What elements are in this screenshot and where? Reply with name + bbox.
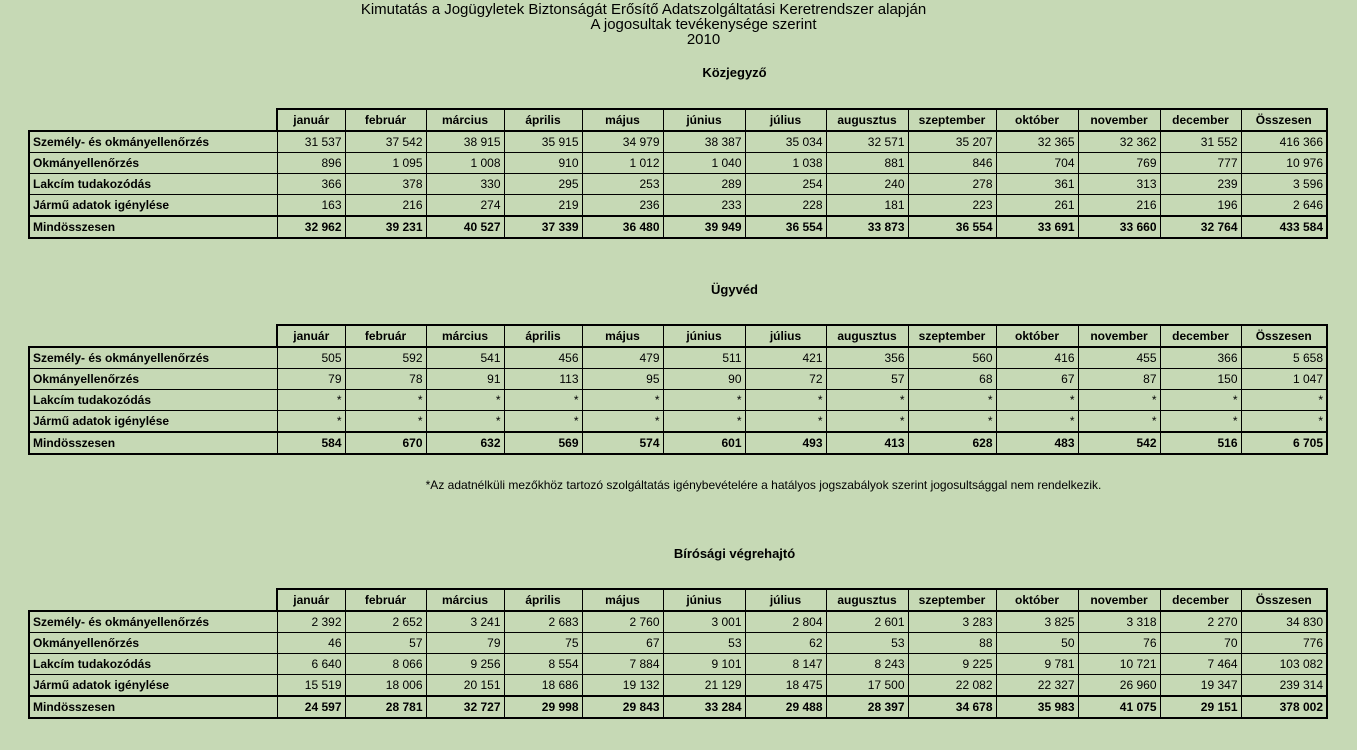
table-cell: 33 284 [663,696,745,718]
table-cell: * [1241,411,1327,433]
table-cell: 330 [426,174,504,195]
table-cell: 19 347 [1160,675,1241,697]
row-label: Mindösszesen [29,216,277,238]
table-cell: 28 781 [345,696,426,718]
table-cell: 881 [826,153,908,174]
table-cell: 2 804 [745,611,826,633]
table-cell: 79 [277,369,345,390]
table-cell: 32 362 [1078,131,1160,153]
row-label: Okmányellenőrzés [29,633,277,654]
table-cell: 1 040 [663,153,745,174]
table-cell: 41 075 [1078,696,1160,718]
table-cell: 26 960 [1078,675,1160,697]
table-cell: 163 [277,195,345,217]
column-header: március [426,589,504,611]
table-cell: * [1241,390,1327,411]
table-cell: * [663,411,745,433]
column-header: december [1160,589,1241,611]
header-row [29,109,1327,131]
column-header: szeptember [908,589,996,611]
table-cell: 366 [277,174,345,195]
table-cell: 15 519 [277,675,345,697]
column-header: április [504,325,582,347]
section-title-kozjegyzo: Közjegyző [702,65,767,80]
table-cell: 416 [996,347,1078,369]
table-cell: * [745,390,826,411]
table-cell: 57 [345,633,426,654]
table-cell: 541 [426,347,504,369]
table-cell: 34 830 [1241,611,1327,633]
report-year: 2010 [686,31,721,48]
row-label: Jármű adatok igénylése [29,195,277,217]
table-cell: 10 721 [1078,654,1160,675]
table-cell: 37 339 [504,216,582,238]
table-cell: 22 082 [908,675,996,697]
row-label: Személy- és okmányellenőrzés [29,347,277,369]
section-title-ugyved: Ügyvéd [711,282,758,297]
table-cell: 196 [1160,195,1241,217]
table-row [29,174,1327,195]
table-cell: 670 [345,432,426,454]
table-cell: 3 318 [1078,611,1160,633]
table-cell: 76 [1078,633,1160,654]
table-cell: 216 [1078,195,1160,217]
row-label: Jármű adatok igénylése [29,411,277,433]
column-header: március [426,109,504,131]
table-cell: 34 678 [908,696,996,718]
table-cell: 33 873 [826,216,908,238]
table-cell: * [345,411,426,433]
table-cell: 1 008 [426,153,504,174]
table-kozjegyzo [28,108,1328,239]
table-cell: 35 207 [908,131,996,153]
table-cell: 39 231 [345,216,426,238]
table-cell: 95 [582,369,663,390]
column-header: Összesen [1241,109,1327,131]
table-cell: * [908,411,996,433]
table-cell: 776 [1241,633,1327,654]
table-cell: 239 314 [1241,675,1327,697]
row-label: Lakcím tudakozódás [29,390,277,411]
table-cell: 70 [1160,633,1241,654]
table-cell: 236 [582,195,663,217]
table-cell: 33 691 [996,216,1078,238]
column-header: július [745,589,826,611]
table-cell: 19 132 [582,675,663,697]
table-cell: 542 [1078,432,1160,454]
table-cell: * [582,390,663,411]
table-cell: 2 601 [826,611,908,633]
table-cell: 53 [826,633,908,654]
table-cell: 9 256 [426,654,504,675]
table-cell: 31 537 [277,131,345,153]
header-row [29,325,1327,347]
column-header: szeptember [908,109,996,131]
header-blank-cell [29,109,277,131]
table-cell: 67 [996,369,1078,390]
table-cell: 90 [663,369,745,390]
table-cell: * [826,411,908,433]
table-cell: 79 [426,633,504,654]
table-cell: 896 [277,153,345,174]
column-header: augusztus [826,325,908,347]
table-cell: 239 [1160,174,1241,195]
table-cell: 253 [582,174,663,195]
column-header: január [277,589,345,611]
report-title-block [0,2,1357,47]
table-cell: * [277,390,345,411]
table-cell: 455 [1078,347,1160,369]
table-cell: 32 764 [1160,216,1241,238]
column-header: február [345,109,426,131]
table-cell: 9 781 [996,654,1078,675]
table-cell: 18 475 [745,675,826,697]
table-cell: 36 554 [908,216,996,238]
table-cell: 278 [908,174,996,195]
table-cell: * [426,411,504,433]
table-cell: 36 480 [582,216,663,238]
table-cell: 511 [663,347,745,369]
table-cell: 6 705 [1241,432,1327,454]
section-title-birosagi-vegrehajto: Bírósági végrehajtó [673,546,796,561]
table-cell: 416 366 [1241,131,1327,153]
table-cell: 37 542 [345,131,426,153]
table-cell: 289 [663,174,745,195]
table-cell: 2 392 [277,611,345,633]
table-cell: 40 527 [426,216,504,238]
table-cell: 219 [504,195,582,217]
table-cell: 8 554 [504,654,582,675]
table-row [29,347,1327,369]
table-row [29,390,1327,411]
header-blank-cell [29,325,277,347]
table-cell: 18 006 [345,675,426,697]
table-cell: * [663,390,745,411]
row-label: Okmányellenőrzés [29,369,277,390]
column-header: április [504,589,582,611]
table-cell: 254 [745,174,826,195]
table-cell: 68 [908,369,996,390]
column-header: június [663,589,745,611]
table-cell: 493 [745,432,826,454]
column-header: május [582,325,663,347]
table-cell: 274 [426,195,504,217]
table-cell: 32 365 [996,131,1078,153]
table-cell: 10 976 [1241,153,1327,174]
table-cell: * [1160,390,1241,411]
table-cell: 150 [1160,369,1241,390]
table-cell: 8 243 [826,654,908,675]
table-cell: 22 327 [996,675,1078,697]
table-cell: 91 [426,369,504,390]
table-birosagi-vegrehajto [28,588,1328,719]
column-header: november [1078,325,1160,347]
table-cell: 53 [663,633,745,654]
column-header: január [277,109,345,131]
table-row [29,131,1327,153]
table-cell: 29 151 [1160,696,1241,718]
table-cell: 483 [996,432,1078,454]
table-cell: 560 [908,347,996,369]
table-cell: * [426,390,504,411]
row-label: Lakcím tudakozódás [29,174,277,195]
table-cell: 72 [745,369,826,390]
table-cell: 35 915 [504,131,582,153]
table-cell: 28 397 [826,696,908,718]
table-cell: 29 843 [582,696,663,718]
table-cell: * [277,411,345,433]
table-cell: 2 270 [1160,611,1241,633]
table-cell: 78 [345,369,426,390]
table-cell: 113 [504,369,582,390]
table-cell: 2 646 [1241,195,1327,217]
table-cell: 7 464 [1160,654,1241,675]
table-cell: 569 [504,432,582,454]
table-row [29,411,1327,433]
table-cell: 261 [996,195,1078,217]
table-cell: 24 597 [277,696,345,718]
table-row [29,654,1327,675]
column-header: december [1160,109,1241,131]
header-blank-cell [29,589,277,611]
column-header: október [996,589,1078,611]
table-cell: 31 552 [1160,131,1241,153]
table-cell: 378 [345,174,426,195]
table-cell: 8 147 [745,654,826,675]
table-cell: 1 038 [745,153,826,174]
total-row [29,696,1327,718]
column-header: Összesen [1241,589,1327,611]
table-cell: 313 [1078,174,1160,195]
table-cell: 20 151 [426,675,504,697]
column-header: június [663,109,745,131]
row-label: Személy- és okmányellenőrzés [29,611,277,633]
table-cell: 2 760 [582,611,663,633]
table-cell: 33 660 [1078,216,1160,238]
table-row [29,611,1327,633]
table-cell: 769 [1078,153,1160,174]
table-cell: 632 [426,432,504,454]
table-cell: 62 [745,633,826,654]
table-cell: 3 596 [1241,174,1327,195]
table-cell: 3 001 [663,611,745,633]
table-cell: * [345,390,426,411]
table-row [29,153,1327,174]
table-cell: 433 584 [1241,216,1327,238]
table-cell: 9 101 [663,654,745,675]
table-cell: 29 998 [504,696,582,718]
table-cell: * [1078,390,1160,411]
column-header: augusztus [826,589,908,611]
table-row [29,633,1327,654]
table-cell: 216 [345,195,426,217]
column-header: július [745,325,826,347]
report-title: Kimutatás a Jogügyletek Biztonságát Erősítő Adatszolgáltatási Keretrendszer alapján [360,1,927,18]
table-cell: 2 683 [504,611,582,633]
table-cell: 38 915 [426,131,504,153]
table-cell: 601 [663,432,745,454]
table-cell: * [745,411,826,433]
column-header: Összesen [1241,325,1327,347]
column-header: február [345,325,426,347]
table-cell: 3 283 [908,611,996,633]
column-header: november [1078,109,1160,131]
table-cell: * [582,411,663,433]
table-cell: 39 949 [663,216,745,238]
table-cell: 57 [826,369,908,390]
column-header: március [426,325,504,347]
total-row [29,432,1327,454]
column-header: december [1160,325,1241,347]
table-cell: 32 571 [826,131,908,153]
table-cell: 50 [996,633,1078,654]
column-header: május [582,109,663,131]
table-cell: * [1078,411,1160,433]
table-row [29,369,1327,390]
table-cell: 1 095 [345,153,426,174]
table-cell: 1 047 [1241,369,1327,390]
column-header: május [582,589,663,611]
column-header: június [663,325,745,347]
table-cell: 910 [504,153,582,174]
column-header: október [996,109,1078,131]
column-header: október [996,325,1078,347]
table-ugyved [28,324,1328,455]
table-cell: * [996,411,1078,433]
table-cell: * [826,390,908,411]
table-cell: * [504,390,582,411]
table-cell: * [908,390,996,411]
table-row [29,195,1327,217]
table-cell: 1 012 [582,153,663,174]
footnote: *Az adatnélküli mezőkhöz tartozó szolgáltatás igénybevételére a hatályos jogszabályok szerint jogosultsággal nem rendelkezik. [425,478,1102,492]
row-label: Mindösszesen [29,432,277,454]
table-cell: 67 [582,633,663,654]
table-cell: 8 066 [345,654,426,675]
table-cell: 103 082 [1241,654,1327,675]
table-cell: 3 825 [996,611,1078,633]
table-cell: 2 652 [345,611,426,633]
table-cell: 704 [996,153,1078,174]
table-cell: 88 [908,633,996,654]
table-cell: 516 [1160,432,1241,454]
table-cell: 181 [826,195,908,217]
table-cell: 456 [504,347,582,369]
table-cell: 361 [996,174,1078,195]
table-cell: 421 [745,347,826,369]
table-cell: 505 [277,347,345,369]
total-row [29,216,1327,238]
table-cell: 584 [277,432,345,454]
table-cell: 35 983 [996,696,1078,718]
table-cell: 628 [908,432,996,454]
table-cell: 574 [582,432,663,454]
table-cell: 18 686 [504,675,582,697]
table-cell: 29 488 [745,696,826,718]
table-cell: 378 002 [1241,696,1327,718]
column-header: november [1078,589,1160,611]
header-row [29,589,1327,611]
row-label: Személy- és okmányellenőrzés [29,131,277,153]
table-cell: 6 640 [277,654,345,675]
table-cell: 7 884 [582,654,663,675]
table-cell: * [1160,411,1241,433]
report-subtitle: A jogosultak tevékenysége szerint [590,16,817,33]
table-cell: 5 658 [1241,347,1327,369]
table-cell: 21 129 [663,675,745,697]
table-cell: 87 [1078,369,1160,390]
table-cell: 846 [908,153,996,174]
table-cell: 777 [1160,153,1241,174]
table-cell: 35 034 [745,131,826,153]
row-label: Mindösszesen [29,696,277,718]
table-cell: 295 [504,174,582,195]
column-header: szeptember [908,325,996,347]
table-cell: 46 [277,633,345,654]
table-cell: 592 [345,347,426,369]
table-cell: 32 962 [277,216,345,238]
column-header: augusztus [826,109,908,131]
table-cell: 240 [826,174,908,195]
column-header: január [277,325,345,347]
table-row [29,675,1327,697]
row-label: Lakcím tudakozódás [29,654,277,675]
table-cell: * [504,411,582,433]
table-cell: 366 [1160,347,1241,369]
table-cell: 3 241 [426,611,504,633]
table-cell: 9 225 [908,654,996,675]
table-cell: * [996,390,1078,411]
table-cell: 413 [826,432,908,454]
column-header: április [504,109,582,131]
table-cell: 75 [504,633,582,654]
column-header: február [345,589,426,611]
column-header: július [745,109,826,131]
table-cell: 479 [582,347,663,369]
table-cell: 38 387 [663,131,745,153]
table-cell: 34 979 [582,131,663,153]
table-cell: 36 554 [745,216,826,238]
row-label: Jármű adatok igénylése [29,675,277,697]
table-cell: 228 [745,195,826,217]
row-label: Okmányellenőrzés [29,153,277,174]
table-cell: 223 [908,195,996,217]
table-cell: 233 [663,195,745,217]
table-cell: 32 727 [426,696,504,718]
table-cell: 356 [826,347,908,369]
table-cell: 17 500 [826,675,908,697]
